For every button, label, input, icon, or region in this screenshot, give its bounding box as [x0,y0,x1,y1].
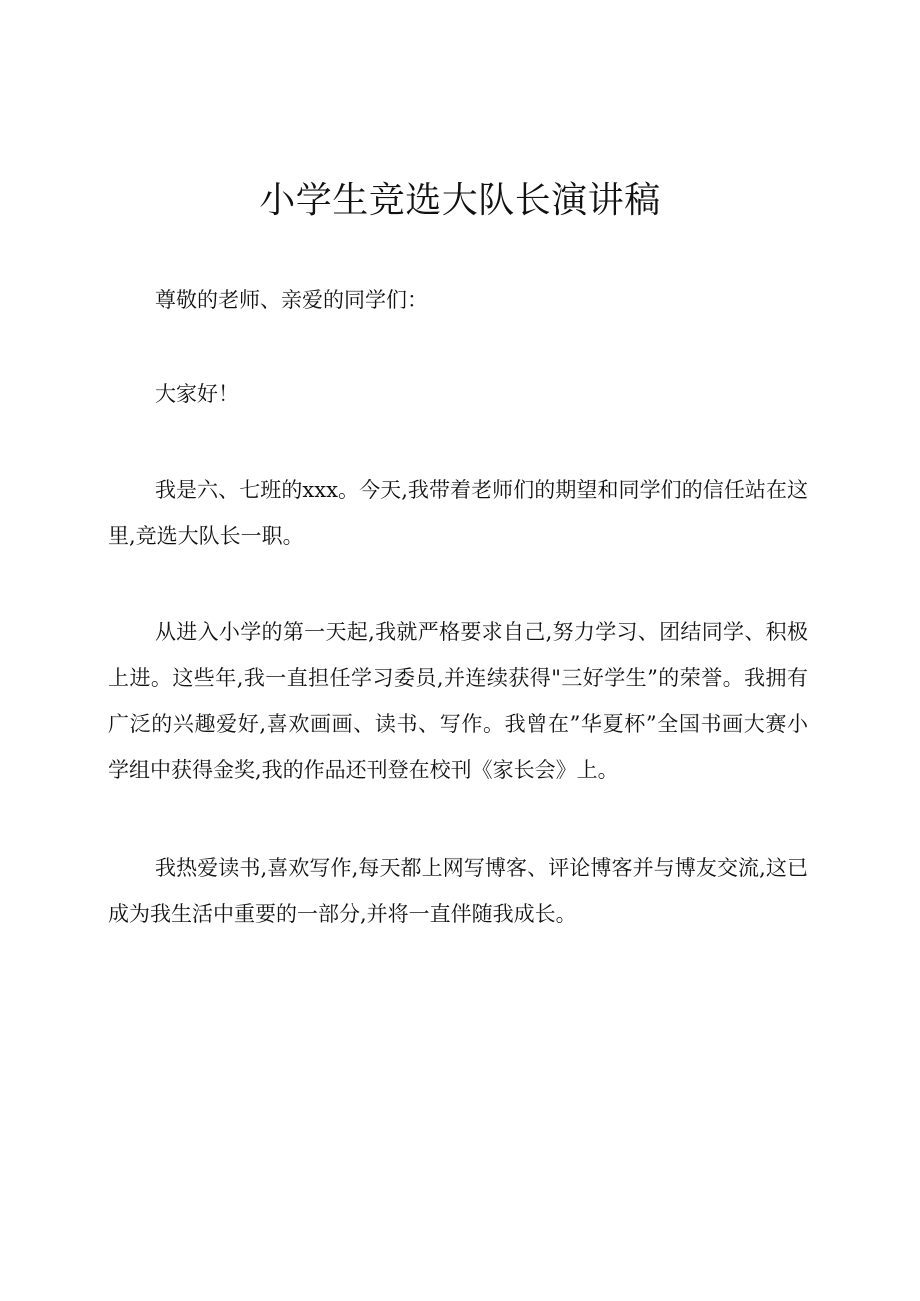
greeting-paragraph: 大家好！ [155,382,239,406]
introduction-paragraph: 我是六、七班的xxx。今天,我带着老师们的期望和同学们的信任站在这里,竞选大队长一职。 [108,478,808,548]
document-title: 小学生竞选大队长演讲稿 [259,180,661,221]
salutation-paragraph: 尊敬的老师、亲爱的同学们： [155,288,428,312]
achievements-paragraph: 从进入小学的第一天起,我就严格要求自己,努力学习、团结同学、积极上进。这些年,我一直担任学习委员,并连续获得"三好学生”的荣誉。我拥有广泛的兴趣爱好,喜欢画画、读书、写作。我曾在”华夏杯”全国书画大赛小学组中获得金奖,我的作品还刊登在校刊《家长会》上。 [108,620,808,782]
hobbies-paragraph: 我热爱读书,喜欢写作,每天都上网写博客、评论博客并与博友交流,这已成为我生活中重要的一部分,并将一直伴随我成长。 [108,856,808,926]
